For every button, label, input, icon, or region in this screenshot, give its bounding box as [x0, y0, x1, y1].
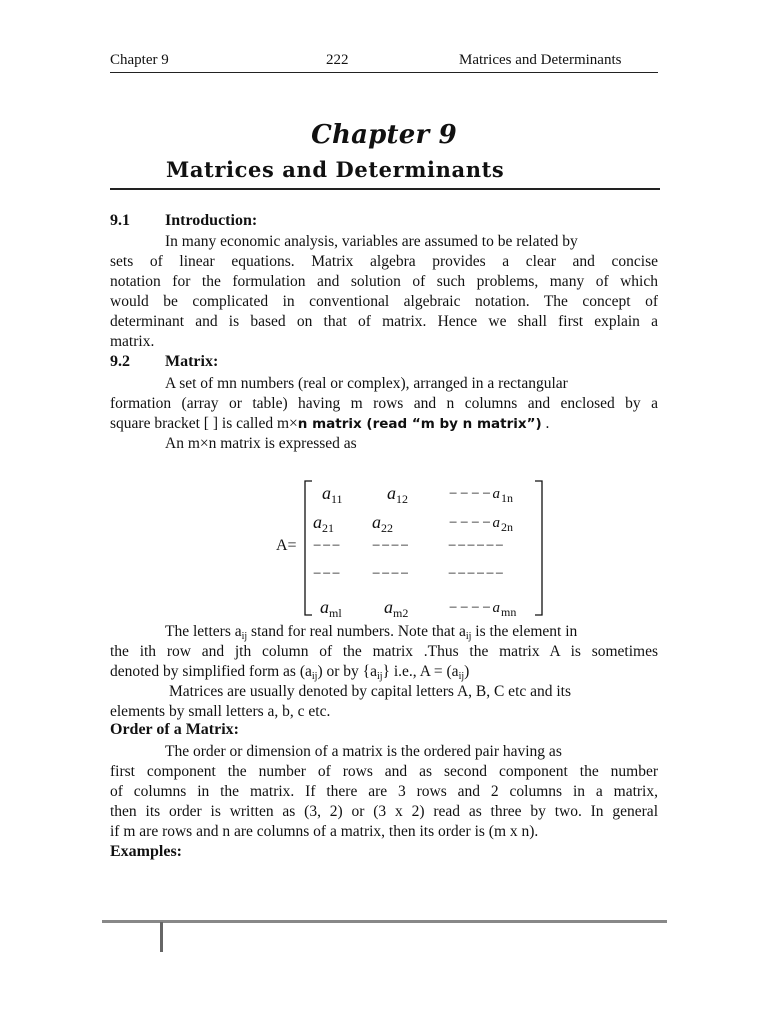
paragraph-line: notation for the formulation and solution of such problems, many of which [110, 273, 658, 290]
left-bracket [305, 481, 312, 615]
section-heading-introduction: Introduction: [165, 212, 258, 229]
order-paragraph [110, 742, 658, 842]
matrix-ellipsis: −−−−−− [448, 566, 505, 582]
bold-term: n matrix (read “m by n matrix”) [297, 416, 542, 432]
matrix-element: $----a_{1n}$ [448, 486, 513, 505]
matrix-element: $a_{12}$ [387, 483, 408, 506]
matrix-ellipsis: −−−− [372, 538, 410, 554]
title-rule [110, 188, 660, 190]
matrix-ellipsis: −−−− [372, 566, 410, 582]
section-number-9-2: 9.2 [110, 353, 130, 370]
chapter-title: Matrices and Determinants [166, 157, 505, 182]
paragraph-line: The order or dimension of a matrix is the ordered pair having as [165, 743, 562, 760]
footer-rule [102, 920, 667, 923]
running-header-title: Matrices and Determinants [459, 52, 622, 68]
times-symbol: × [289, 415, 298, 432]
matrix-element: $a_{ml}$ [320, 597, 342, 620]
matrix-element: $a_{21}$ [313, 512, 334, 535]
matrix-ellipsis: −−− [313, 538, 342, 554]
paragraph-line: In many economic analysis, variables are assumed to be related by [165, 233, 578, 250]
section-number-9-1: 9.1 [110, 212, 130, 229]
matrix-element: $a_{11}$ [322, 483, 343, 506]
matrix-element: $a_{22}$ [372, 512, 393, 535]
matrix-definition-paragraph [110, 374, 658, 454]
examples-heading: Examples: [110, 843, 182, 860]
matrix-label: A= [276, 537, 297, 554]
matrix-element: $----a_{2n}$ [448, 515, 513, 534]
text-run: n matrix is expressed as [208, 435, 357, 452]
paragraph-line: formation (array or table) having m rows and n columns and enclosed by a [110, 395, 658, 412]
paragraph-line: the ith row and jth column of the matrix .Thus the matrix A is sometimes [110, 643, 658, 660]
section-heading-order: Order of a Matrix: [110, 721, 239, 738]
chapter-label: Chapter 9 [311, 120, 457, 150]
notation-paragraph [110, 622, 658, 722]
text-run: . [541, 415, 550, 432]
paragraph-line: The letters $a_{ij}$ stand for real numbers. Note that $a_{ij}$ is the element in [165, 623, 578, 642]
paragraph-line: if m are rows and n are columns of a matrix, then its order is (m x n). [110, 823, 539, 840]
footer-tick [160, 922, 163, 952]
times-symbol: × [199, 435, 209, 452]
paragraph-line: matrix. [110, 333, 155, 350]
paragraph-line: Matrices are usually denoted by capital letters A, B, C etc and its [169, 683, 572, 700]
paragraph-line: would be complicated in conventional algebraic notation. The concept of [110, 293, 658, 310]
paragraph-line: first component the number of rows and as second component the number [110, 763, 658, 780]
running-header-chapter: Chapter 9 [110, 52, 169, 68]
text-run: An m [165, 435, 200, 452]
paragraph-line: then its order is written as (3, 2) or (3 x 2) read as three by two. In general [110, 803, 658, 820]
paragraph-line: determinant and is based on that of matrix. Hence we shall first explain a [110, 313, 658, 330]
header-rule [110, 72, 658, 73]
matrix-element: $a_{m2}$ [384, 597, 409, 620]
paragraph-line: sets of linear equations. Matrix algebra provides a clear and concise [110, 253, 658, 270]
paragraph-line [110, 414, 658, 434]
right-bracket [535, 481, 542, 615]
section-heading-matrix: Matrix: [165, 353, 219, 370]
paragraph-line [110, 434, 658, 454]
page-number: 222 [326, 52, 349, 68]
paragraph-line: A set of mn numbers (real or complex), arranged in a rectangular [165, 375, 568, 392]
paragraph-line: denoted by simplified form as $(a_{ij})$ or by $\{a_{ij}\}$ i.e., $A = (a_{ij})$ [110, 663, 470, 682]
matrix-element: $----a_{mn}$ [448, 600, 517, 619]
paragraph-line: elements by small letters a, b, c etc. [110, 703, 331, 720]
matrix-ellipsis: −−−−−− [448, 538, 505, 554]
introduction-paragraph [110, 232, 658, 352]
text-run: square bracket [ ] is called m [110, 415, 290, 432]
paragraph-line: of columns in the matrix. If there are 3 rows and 2 columns in a matrix, [110, 783, 658, 800]
matrix-ellipsis: −−− [313, 566, 342, 582]
